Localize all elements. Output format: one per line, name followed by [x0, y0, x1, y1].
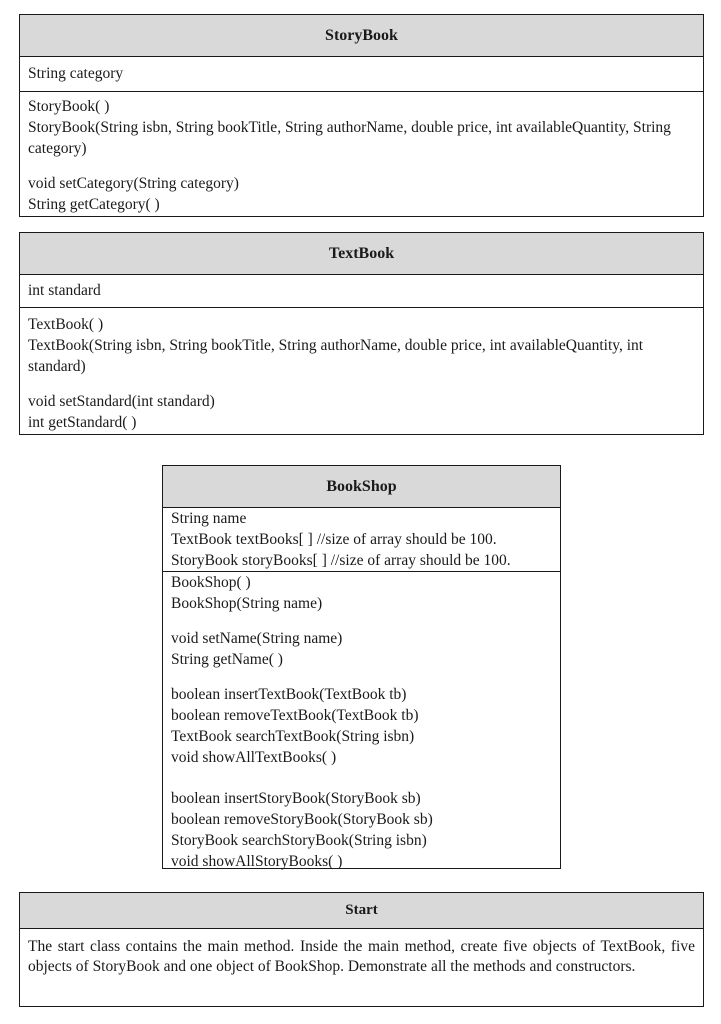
bookshop-method-inserttextbook: boolean insertTextBook(TextBook tb)	[171, 686, 407, 703]
storybook-class-title: StoryBook	[20, 15, 703, 57]
storybook-attribute-category: String category	[28, 65, 124, 82]
bookshop-default-constructor: BookShop( )	[171, 574, 251, 591]
bookshop-name-constructor: BookShop(String name)	[171, 595, 323, 612]
start-class-title: Start	[20, 893, 703, 929]
textbook-class-box	[19, 232, 704, 435]
bookshop-attribute-textbooks: TextBook textBooks[ ] //size of array should be 100.	[171, 531, 497, 548]
bookshop-attributes-section	[163, 508, 560, 571]
textbook-default-constructor: TextBook( )	[28, 316, 104, 333]
textbook-method-getstandard: int getStandard( )	[28, 414, 137, 431]
storybook-param-constructor: StoryBook(String isbn, String bookTitle, String authorName, double price, int availableQuantity, String category)	[28, 119, 671, 157]
start-class-box	[19, 892, 704, 1007]
bookshop-attribute-name: String name	[171, 510, 247, 527]
bookshop-method-removetextbook: boolean removeTextBook(TextBook tb)	[171, 707, 419, 724]
storybook-attributes-section	[20, 57, 703, 91]
start-class-description: The start class contains the main method. Inside the main method, create five objects of TextBook, five objects of StoryBook and one object of BookShop. Demonstrate all the methods and constructors.	[28, 938, 695, 975]
bookshop-method-insertstorybook: boolean insertStoryBook(StoryBook sb)	[171, 790, 421, 807]
storybook-method-setcategory: void setCategory(String category)	[28, 175, 239, 192]
textbook-attribute-standard: int standard	[28, 282, 101, 299]
textbook-method-setstandard: void setStandard(int standard)	[28, 393, 215, 410]
method-spacer	[171, 614, 552, 628]
textbook-param-constructor: TextBook(String isbn, String bookTitle, String authorName, double price, int availableQuantity, int standard)	[28, 337, 644, 375]
method-spacer	[28, 377, 695, 391]
bookshop-method-searchtextbook: TextBook searchTextBook(String isbn)	[171, 728, 415, 745]
textbook-class-title: TextBook	[20, 233, 703, 275]
bookshop-method-removestorybook: boolean removeStoryBook(StoryBook sb)	[171, 811, 433, 828]
bookshop-methods-section	[163, 571, 560, 872]
method-spacer	[171, 768, 552, 788]
storybook-method-getcategory: String getCategory( )	[28, 196, 160, 213]
storybook-methods-section	[20, 91, 703, 215]
bookshop-method-searchstorybook: StoryBook searchStoryBook(String isbn)	[171, 832, 427, 849]
storybook-default-constructor: StoryBook( )	[28, 98, 110, 115]
method-spacer	[28, 159, 695, 173]
bookshop-class-title: BookShop	[163, 466, 560, 508]
storybook-class-box	[19, 14, 704, 217]
bookshop-class-box	[162, 465, 561, 869]
textbook-methods-section	[20, 307, 703, 433]
bookshop-attribute-storybooks: StoryBook storyBooks[ ] //size of array should be 100.	[171, 552, 511, 569]
bookshop-method-showallstorybooks: void showAllStoryBooks( )	[171, 853, 343, 870]
bookshop-method-setname: void setName(String name)	[171, 630, 343, 647]
textbook-attributes-section	[20, 275, 703, 307]
bookshop-method-showalltextbooks: void showAllTextBooks( )	[171, 749, 337, 766]
method-spacer	[171, 670, 552, 684]
bookshop-method-getname: String getName( )	[171, 651, 283, 668]
